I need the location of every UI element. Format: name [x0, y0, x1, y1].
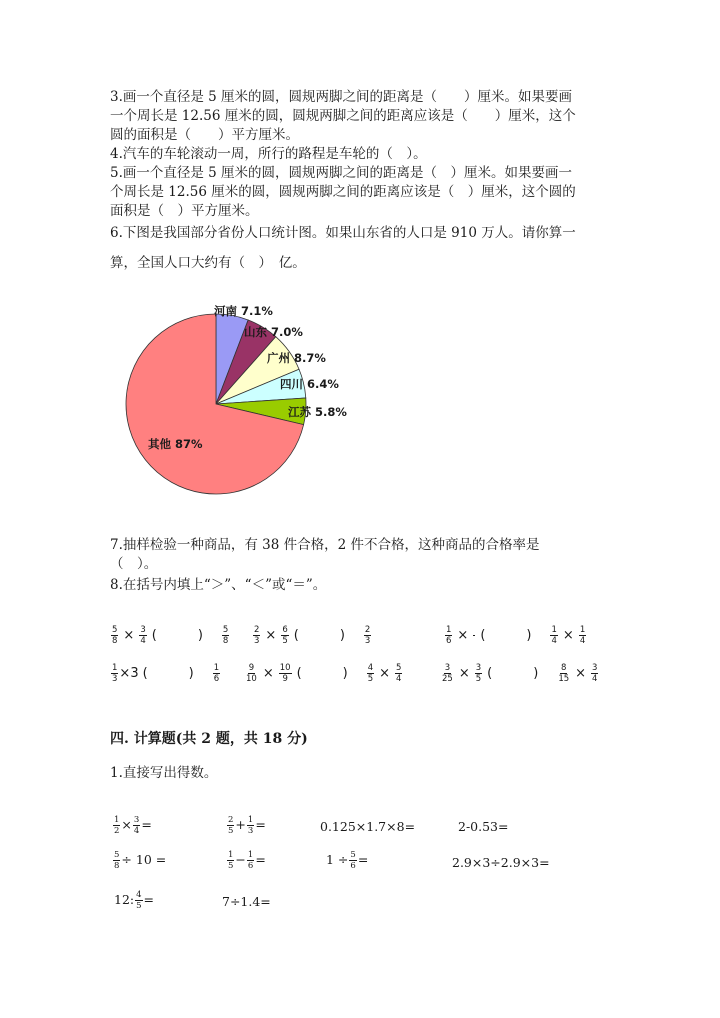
fraction: $\frac{1}{5}$	[228, 850, 234, 871]
fraction: $\frac{1}{6}$	[446, 625, 452, 646]
pie-label-河南: 河南 7.1%	[214, 304, 273, 318]
fraction	[473, 635, 475, 636]
calc-item-2: $\frac{2}{5}$ + $\frac{1}{3}$ =	[228, 815, 266, 836]
fraction: $\frac{5}{8}$	[114, 850, 120, 871]
calc-item-5: $\frac{5}{8}$ ÷ 10 =	[114, 850, 167, 871]
q7-line-2: （ ）。	[110, 556, 158, 572]
fraction: $\frac{1}{3}$	[112, 663, 118, 684]
fraction: $\frac{4}{5}$	[136, 890, 142, 911]
section-4-q1: 1.直接写出得数。	[110, 765, 218, 781]
pie-label-其他: 其他 87%	[148, 437, 203, 451]
calc-item-3: 0.125×1.7×8=	[320, 819, 416, 834]
q8-text: 8.在括号内填上“＞”、“＜”或“＝”。	[110, 577, 327, 593]
pie-label-山东: 山东 7.0%	[244, 325, 303, 339]
fraction: $\frac{5}{4}$	[396, 663, 402, 684]
fraction: $\frac{1}{2}$	[114, 815, 120, 836]
calc-item-9: 12: $\frac{4}{5}$ =	[114, 890, 155, 911]
fraction: $\frac{5}{8}$	[112, 625, 118, 646]
fraction: $\frac{2}{3}$	[254, 625, 260, 646]
fraction: $\frac{3}{4}$	[133, 815, 140, 836]
answer-blank[interactable]: ( )	[296, 666, 362, 681]
q7-line-1: 7.抽样检验一种商品，有 38 件合格，2 件不合格，这种商品的合格率是	[110, 537, 540, 553]
answer-blank[interactable]: ( )	[151, 628, 217, 643]
compare-2: $\frac{2}{3}$ × $\frac{6}{5}$ ( ) $\frac{2}{3}$	[254, 625, 371, 646]
fraction: $\frac{1}{3}$	[247, 815, 254, 836]
fraction: $\frac{1}{4}$	[579, 625, 586, 646]
calc-item-4: 2-0.53=	[458, 819, 509, 834]
calc-item-8: 2.9×3÷2.9×3=	[452, 855, 550, 870]
fraction: $\frac{5}{6}$	[350, 850, 356, 871]
q5-line-1: 5.画一个直径是 5 厘米的圆，圆规两脚之间的距离是（ ）厘米。如果要画一	[110, 165, 573, 181]
fraction: $\frac{10}{9}$	[279, 663, 291, 684]
q5-line-3: 面积是（ ）平方厘米。	[110, 203, 259, 219]
compare-5: $\frac{9}{10}$ × $\frac{10}{9}$ ( ) $\frac{4}{5}$ × $\frac{5}{4}$	[246, 663, 402, 684]
fraction: $\frac{9}{10}$	[246, 663, 257, 684]
fraction: $\frac{3}{4}$	[140, 625, 146, 646]
calc-item-6: $\frac{1}{5}$ − $\frac{1}{6}$ =	[228, 850, 266, 871]
calc-item-10: 7÷1.4=	[222, 894, 271, 909]
q3-line-3: 圆的面积是（ ）平方厘米。	[110, 127, 299, 143]
answer-blank[interactable]: ( )	[142, 666, 208, 681]
fraction: $\frac{2}{5}$	[228, 815, 234, 836]
pie-label-江苏: 江苏 5.8%	[288, 405, 347, 419]
fraction: $\frac{1}{6}$	[247, 850, 254, 871]
section-4-heading: 四. 计算题(共 2 题，共 18 分)	[110, 731, 308, 747]
calc-item-7: 1 ÷ $\frac{5}{6}$ =	[326, 850, 369, 871]
q6-line-2: 算，全国人口大约有（ ） 亿。	[110, 255, 306, 271]
q6-line-1: 6.下图是我国部分省份人口统计图。如果山东省的人口是 910 万人。请你算一	[110, 225, 576, 241]
answer-blank[interactable]: ( )	[480, 628, 546, 643]
fraction: $\frac{6}{5}$	[282, 625, 288, 646]
fraction: $\frac{3}{25}$	[442, 663, 453, 684]
fraction: $\frac{2}{3}$	[364, 625, 371, 646]
q3-line-2: 一个周长是 12.56 厘米的圆，圆规两脚之间的距离应该是（ ）厘米，这个	[110, 108, 576, 124]
q4-text: 4.汽车的车轮滚动一周，所行的路程是车轮的（ ）。	[110, 146, 427, 162]
answer-blank[interactable]: ( )	[487, 666, 553, 681]
compare-1: $\frac{5}{8}$ × $\frac{3}{4}$ ( ) $\frac{5}{8}$	[112, 625, 229, 646]
compare-6: $\frac{3}{25}$ × $\frac{3}{5}$ ( ) $\frac{8}{15}$ × $\frac{3}{4}$	[442, 663, 598, 684]
compare-4: $\frac{1}{3}$ ×3 ( ) $\frac{1}{6}$	[112, 663, 220, 684]
fraction: $\frac{5}{8}$	[222, 625, 229, 646]
fraction: $\frac{3}{4}$	[592, 663, 598, 684]
fraction: $\frac{8}{15}$	[558, 663, 570, 684]
q5-line-2: 个周长是 12.56 厘米的圆，圆规两脚之间的距离应该是（ ）厘米，这个圆的	[110, 184, 576, 200]
answer-blank[interactable]: ( )	[293, 628, 359, 643]
q3-line-1: 3.画一个直径是 5 厘米的圆，圆规两脚之间的距离是（ ）厘米。如果要画	[110, 89, 573, 105]
pie-label-四川: 四川 6.4%	[280, 377, 339, 391]
compare-3: $\frac{1}{6}$ × ( ) $\frac{1}{4}$ × $\frac{1}{4}$	[446, 625, 586, 646]
fraction: $\frac{1}{6}$	[213, 663, 220, 684]
population-pie-chart	[118, 298, 378, 498]
fraction: $\frac{3}{5}$	[475, 663, 482, 684]
fraction: $\frac{1}{4}$	[551, 625, 557, 646]
calc-item-1: $\frac{1}{2}$ × $\frac{3}{4}$ =	[114, 815, 152, 836]
fraction: $\frac{4}{5}$	[367, 663, 374, 684]
pie-label-广州: 广州 8.7%	[267, 351, 326, 365]
